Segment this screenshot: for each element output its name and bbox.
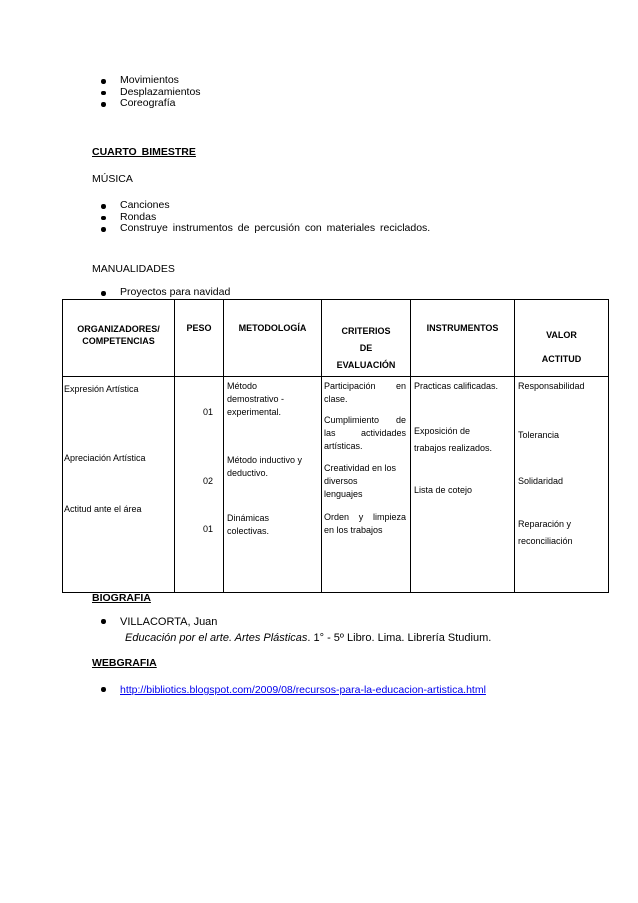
cell-instrumentos: Practicas calificadas. Exposición de trabajos realizados. Lista de cotejo bbox=[411, 377, 515, 593]
manualidades-list bbox=[100, 287, 230, 299]
header-organizadores: ORGANIZADORES/ COMPETENCIAS bbox=[63, 300, 175, 377]
list-item: Coreografía bbox=[100, 98, 201, 110]
list-item: Desplazamientos bbox=[100, 87, 201, 99]
cell-metodologia: Método demostrativo - experimental. Método inductivo y deductivo. Dinámicas colectivas. bbox=[224, 377, 322, 593]
header-criterios: CRITERIOS DE EVALUACIÓN bbox=[322, 300, 411, 377]
webgrafia-list bbox=[100, 683, 486, 697]
biografia-details: . 1° - 5º Libro. Lima. Librería Studium. bbox=[307, 632, 492, 644]
list-item: Construye instrumentos de percusión con materiales reciclados. bbox=[100, 223, 430, 235]
header-instrumentos: INSTRUMENTOS bbox=[411, 300, 515, 377]
cuarto-bimestre-heading: CUARTO BIMESTRE bbox=[92, 146, 196, 158]
evaluation-table bbox=[62, 299, 609, 593]
webgrafia-heading: WEBGRAFIA bbox=[92, 657, 157, 669]
table-header-row bbox=[63, 300, 609, 377]
header-peso: PESO bbox=[175, 300, 224, 377]
cell-criterios: Participación en clase. Cumplimiento de las actividades artísticas. Creatividad en los diversos lenguajes Orden y limpieza en los trabajos bbox=[322, 377, 411, 593]
musica-list bbox=[100, 200, 430, 235]
cell-peso: 01 02 01 bbox=[175, 377, 224, 593]
table-row bbox=[63, 377, 609, 593]
biografia-list bbox=[100, 615, 217, 629]
biografia-title: Educación por el arte. Artes Plásticas bbox=[125, 632, 308, 644]
top-bullet-list bbox=[100, 75, 201, 110]
list-item bbox=[100, 683, 486, 697]
musica-label: MÚSICA bbox=[92, 173, 133, 185]
list-item bbox=[100, 615, 217, 629]
biografia-reference bbox=[125, 632, 491, 644]
webgrafia-link[interactable]: http://bibliotics.blogspot.com/2009/08/recursos-para-la-educacion-artistica.html bbox=[120, 684, 486, 696]
list-item: Canciones bbox=[100, 200, 430, 212]
biografia-heading: BIOGRAFIA bbox=[92, 592, 151, 604]
header-metodologia: METODOLOGÍA bbox=[224, 300, 322, 377]
biografia-author: VILLACORTA, Juan bbox=[120, 616, 218, 628]
list-item: Rondas bbox=[100, 212, 430, 224]
cell-valores: Responsabilidad Tolerancia Solidaridad Reparación y reconciliación bbox=[515, 377, 609, 593]
list-item: Movimientos bbox=[100, 75, 201, 87]
list-item: Proyectos para navidad bbox=[100, 287, 230, 299]
header-valor: VALOR ACTITUD bbox=[515, 300, 609, 377]
manualidades-label: MANUALIDADES bbox=[92, 263, 175, 275]
cell-organizadores: Expresión Artística Apreciación Artística Actitud ante el área bbox=[63, 377, 175, 593]
